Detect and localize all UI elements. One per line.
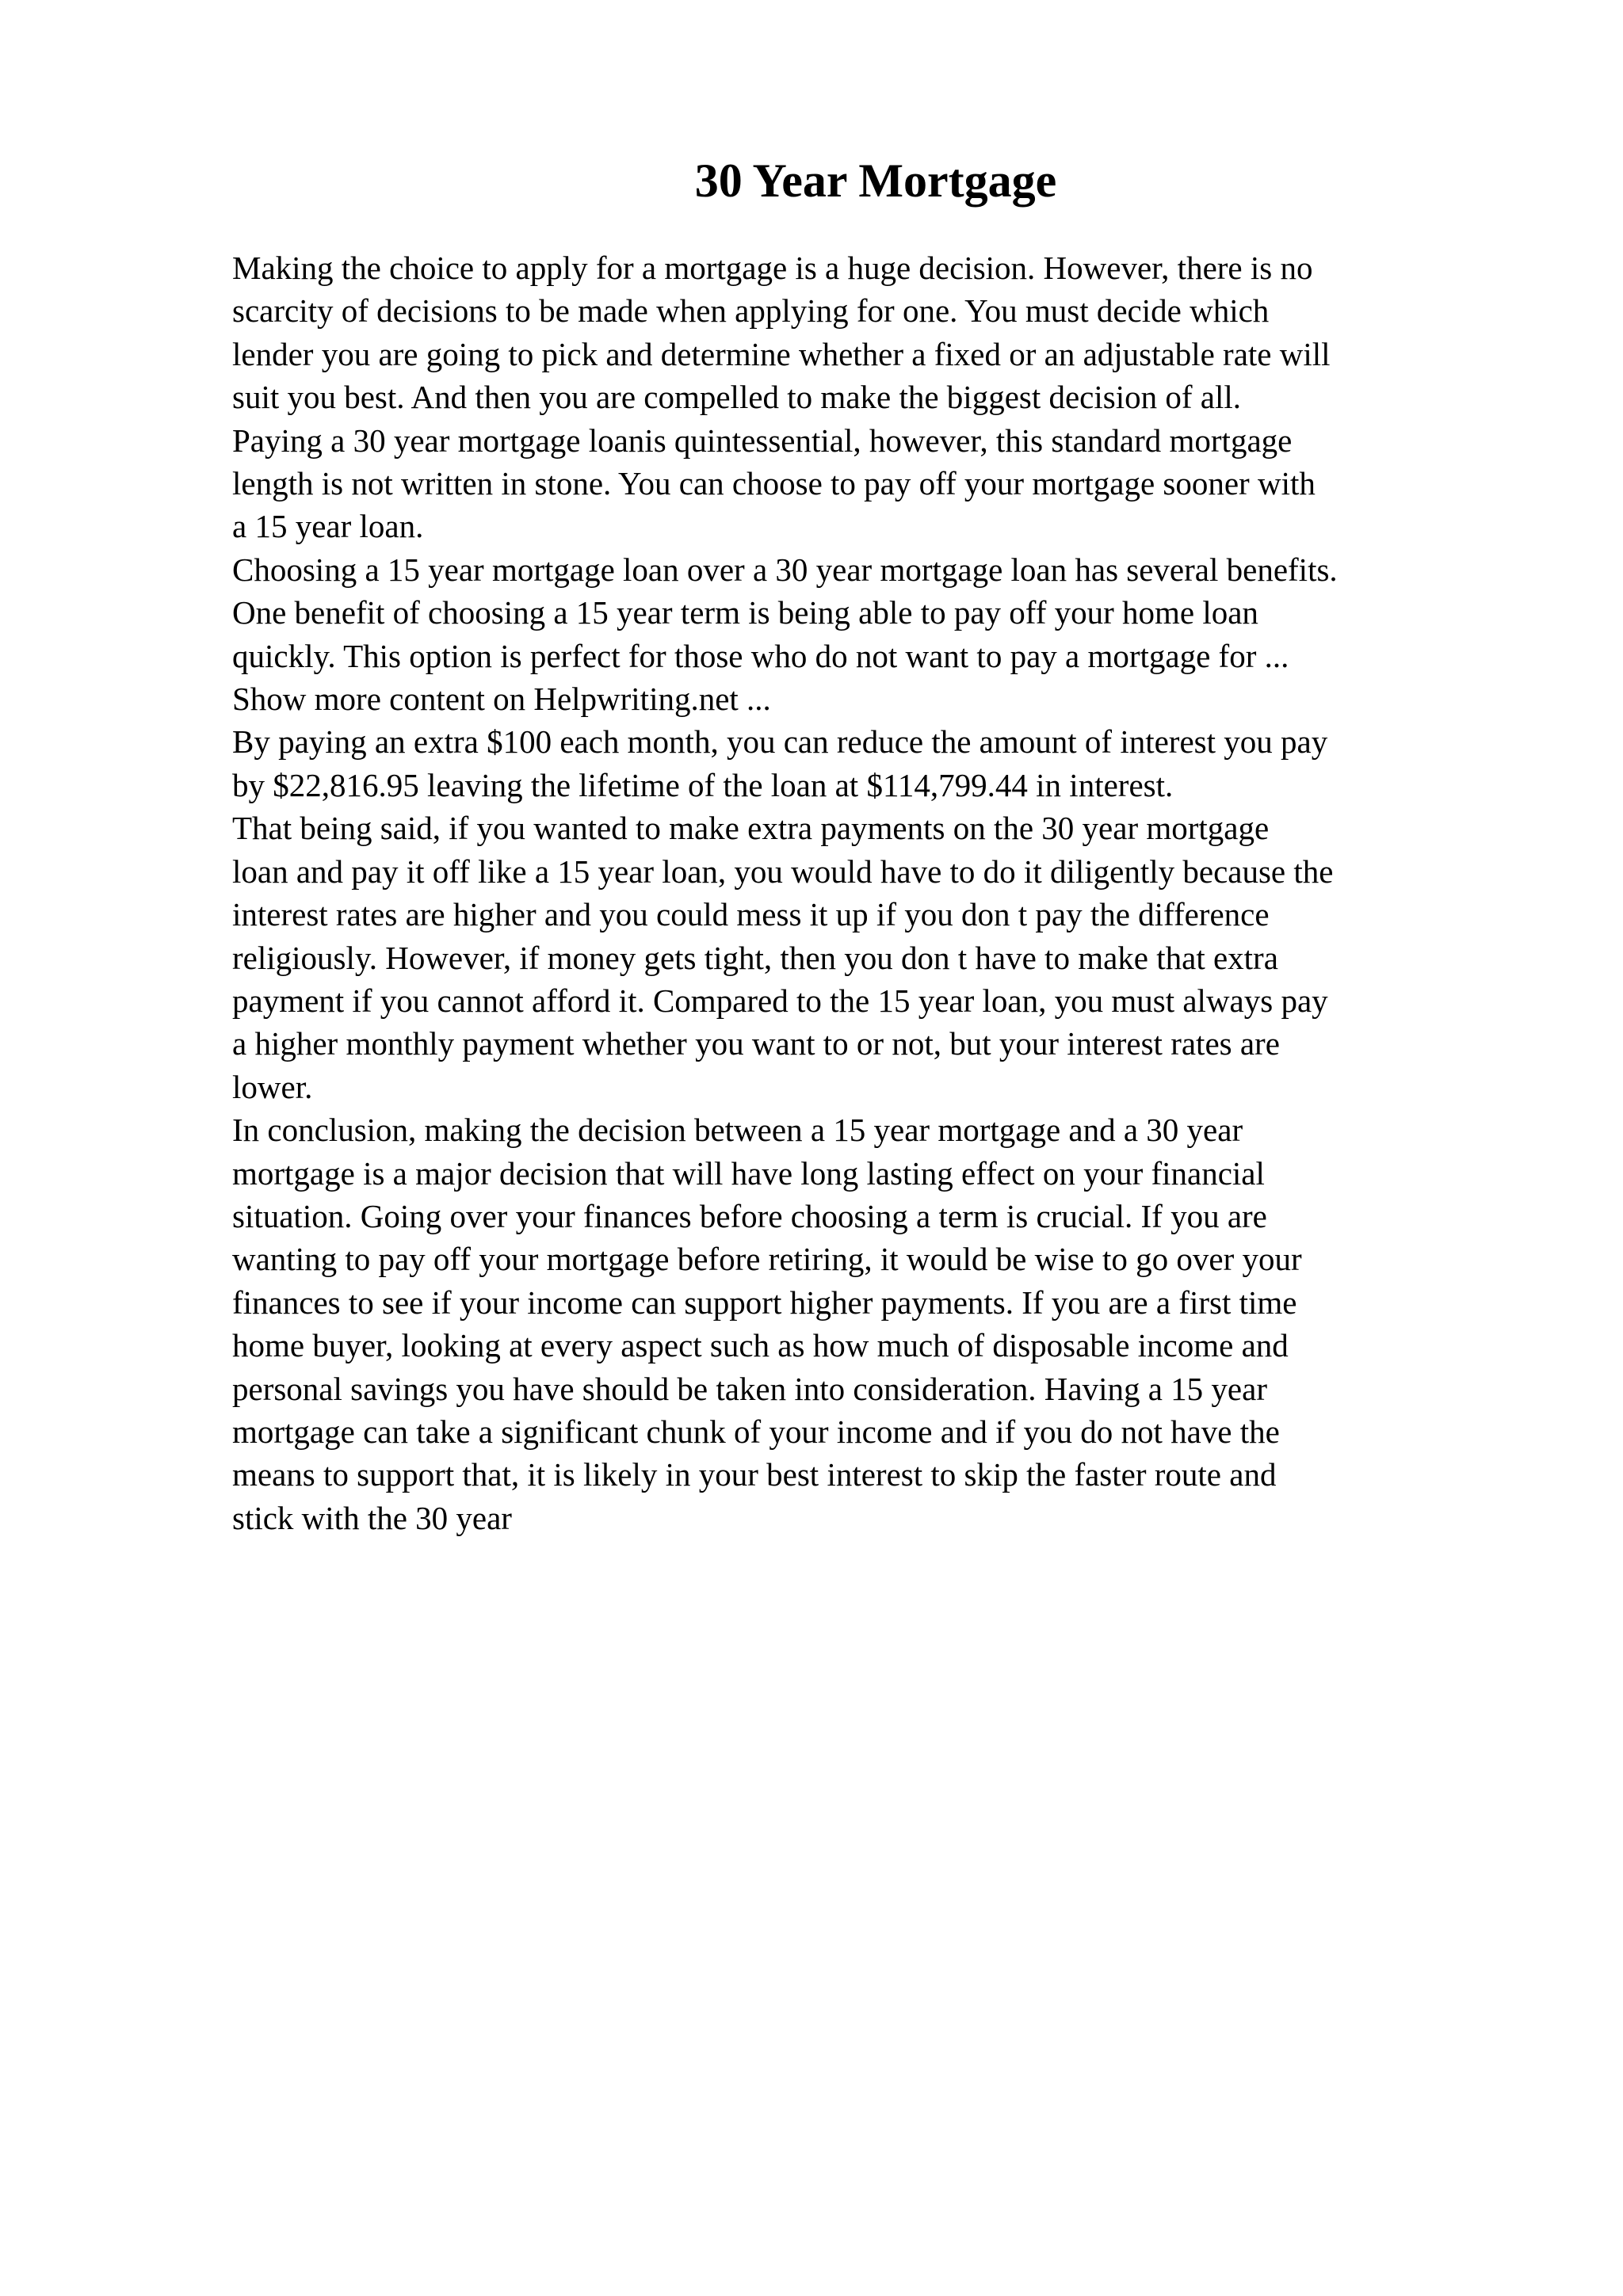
body-line: scarcity of decisions to be made when applying for one. You must decide which (232, 292, 1270, 330)
body-line: wanting to pay off your mortgage before retiring, it would be wise to go over your (232, 1241, 1302, 1278)
body-line: mortgage is a major decision that will have long lasting effect on your financial (232, 1154, 1265, 1192)
show-more-link[interactable]: Show more content on Helpwriting.net ... (232, 681, 771, 718)
document-body (232, 246, 1532, 1539)
body-line: a 15 year loan. (232, 508, 424, 545)
body-line: payment if you cannot afford it. Compared to the 15 year loan, you must always pay (232, 982, 1328, 1019)
body-line: by $22,816.95 leaving the lifetime of the loan at $114,799.44 in interest. (232, 766, 1174, 803)
body-line: lower. (232, 1068, 313, 1105)
body-line: length is not written in stone. You can choose to pay off your mortgage sooner with (232, 465, 1316, 502)
body-line: quickly. This option is perfect for those who do not want to pay a mortgage for ... (232, 637, 1289, 674)
body-line: suit you best. And then you are compelled to make the biggest decision of all. (232, 379, 1242, 416)
body-line: home buyer, looking at every aspect such as how much of disposable income and (232, 1327, 1289, 1364)
body-line: loan and pay it off like a 15 year loan, you would have to do it diligently because the (232, 852, 1334, 890)
body-line: In conclusion, making the decision between a 15 year mortgage and a 30 year (232, 1112, 1243, 1149)
body-line: means to support that, it is likely in your best interest to skip the faster route and (232, 1456, 1277, 1493)
body-line: situation. Going over your finances before choosing a term is crucial. If you are (232, 1197, 1267, 1234)
body-line: interest rates are higher and you could mess it up if you don t pay the difference (232, 896, 1270, 933)
body-line: Paying a 30 year mortgage loanis quintessential, however, this standard mortgage (232, 421, 1293, 459)
body-line: a higher monthly payment whether you want to or not, but your interest rates are (232, 1025, 1280, 1062)
body-line: Choosing a 15 year mortgage loan over a 30 year mortgage loan has several benefits. (232, 551, 1338, 588)
body-line: Making the choice to apply for a mortgage is a huge decision. However, there is no (232, 250, 1313, 286)
body-line: One benefit of choosing a 15 year term is being able to pay off your home loan (232, 594, 1258, 631)
body-line: lender you are going to pick and determine whether a fixed or an adjustable rate will (232, 335, 1331, 372)
body-line: mortgage can take a significant chunk of your income and if you do not have the (232, 1413, 1280, 1450)
body-line: stick with the 30 year (232, 1499, 512, 1536)
body-line: religiously. However, if money gets tight, then you don t have to make that extra (232, 939, 1278, 976)
document-title: 30 Year Mortgage (694, 154, 1057, 207)
body-line: By paying an extra $100 each month, you can reduce the amount of interest you pay (232, 723, 1328, 761)
body-line: finances to see if your income can support higher payments. If you are a first time (232, 1283, 1297, 1321)
body-line: personal savings you have should be taken into consideration. Having a 15 year (232, 1370, 1267, 1407)
body-line: That being said, if you wanted to make extra payments on the 30 year mortgage (232, 810, 1270, 847)
